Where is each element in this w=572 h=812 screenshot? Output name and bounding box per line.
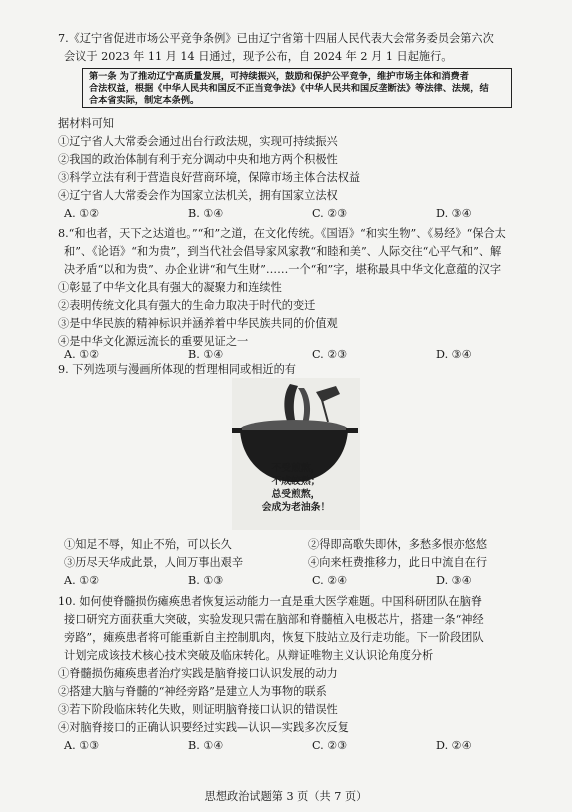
q8-choice-b: B. ①④: [188, 348, 224, 361]
q7-choice-a: A. ①②: [64, 207, 100, 220]
q8-stem-line-1: 8.“和也者，天下之达道也。”“和”之道，在文化传统。《国语》“和实生物”、《易经》“保合太: [58, 227, 506, 240]
q7-option-1: ①辽宁省人大常委会通过出台行政法规，实现可持续振兴: [58, 135, 338, 148]
q7-choice-d: D. ③④: [436, 207, 472, 220]
q9-option-4: ④向来枉费推移力，此日中流自在行: [308, 556, 488, 569]
q10-choice-a: A. ①③: [64, 739, 100, 752]
q7-article-box: [82, 68, 512, 108]
q9-cartoon: [232, 378, 360, 530]
q7-lead: 据材料可知: [58, 117, 114, 130]
q8-choice-a: A. ①②: [64, 348, 100, 361]
q9-choice-c: C. ②④: [312, 574, 348, 587]
q7-box-line-3: 合本省实际，制定本条例。: [89, 95, 200, 107]
q9-choice-a: A. ①②: [64, 574, 100, 587]
q9-option-3: ③历尽天华成此景，人间万事出艰辛: [64, 556, 244, 569]
q10-option-2: ②搭建大脑与脊髓的“神经旁路”是建立人为事物的联系: [58, 685, 327, 698]
q7-stem-line-2: 会议于 2023 年 11 月 14 日通过，现予公布，自 2024 年 2 月 1 日起施行。: [64, 50, 453, 63]
q8-choice-c: C. ②③: [312, 348, 348, 361]
cartoon-caption-3: 总受煎熬，: [271, 489, 321, 500]
q10-option-4: ④对脑脊接口的正确认识要经过实践—认识—实践多次反复: [58, 721, 349, 734]
q7-choice-b: B. ①④: [188, 207, 224, 220]
q10-stem-line-4: 计划完成该技术核心技术突破及临床转化。从辩证唯物主义认识论角度分析: [64, 649, 434, 662]
q7-choice-c: C. ②③: [312, 207, 348, 220]
q8-stem-line-2: 和”、《论语》“和为贵”，到当代社会倡导家风家教“和睦和美”、人际交往“心平气和”、解: [64, 245, 502, 258]
q10-choice-d: D. ②④: [436, 739, 472, 752]
cartoon-caption-4: 会成为老油条！: [261, 502, 331, 513]
q10-option-1: ①脊髓损伤瘫痪患者治疗实践是脑脊接口认识发展的动力: [58, 667, 338, 680]
q7-option-2: ②我国的政治体制有利于充分调动中央和地方两个积极性: [58, 153, 338, 166]
q10-stem-line-3: 旁路”，瘫痪患者将可能重新自主控制肌肉，恢复下肢站立及行走功能。下一阶段团队: [64, 631, 484, 644]
q8-choice-d: D. ③④: [436, 348, 472, 361]
q10-choice-c: C. ②③: [312, 739, 348, 752]
q8-option-3: ③是中华民族的精神标识并涵养着中华民族共同的价值观: [58, 317, 338, 330]
q10-stem-line-1: 10. 如何使脊髓损伤瘫痪患者恢复运动能力一直是重大医学难题。中国科研团队在脑脊: [58, 595, 483, 608]
q7-stem-line-1: 7.《辽宁省促进市场公平竞争条例》已由辽宁省第十四届人民代表大会常务委员会第六次: [58, 32, 494, 45]
q7-box-line-2: 合法权益，根据《中华人民共和国反不正当竞争法》《中华人民共和国反垄断法》等法律、法规，结: [89, 83, 489, 95]
q10-option-3: ③若下阶段临床转化失败，则证明脑脊接口认识的错误性: [58, 703, 338, 716]
q8-option-4: ④是中华文化源远流长的重要见证之一: [58, 335, 249, 348]
q9-choice-b: B. ①③: [188, 574, 224, 587]
cartoon-caption-1: 不受煎熬，: [271, 463, 321, 474]
q7-option-3: ③科学立法有利于营造良好营商环境，保障市场主体合法权益: [58, 171, 361, 184]
q7-option-4: ④辽宁省人大常委会作为国家立法机关，拥有国家立法权: [58, 189, 338, 202]
q9-option-1: ①知足不辱，知止不殆，可以长久: [64, 538, 232, 551]
page-footer: 思想政治试题第 3 页（共 7 页）: [204, 790, 368, 803]
q10-stem-line-2: 接口研究方面获重大突破，实验发现只需在脑部和脊髓植入电极芯片，搭建一条“神经: [64, 613, 484, 626]
q8-stem-line-3: 决矛盾“以和为贵”、办企业讲“和气生财”……一个“和”字，堪称最具中华文化意蕴的汉字: [64, 263, 502, 276]
q8-option-1: ①彰显了中华文化具有强大的凝聚力和连续性: [58, 281, 282, 294]
q8-option-2: ②表明传统文化具有强大的生命力取决于时代的变迁: [58, 299, 316, 312]
q9-choice-d: D. ③④: [436, 574, 472, 587]
q9-option-2: ②得即高歌失即休，多愁多恨亦悠悠: [308, 538, 488, 551]
q9-stem: 9. 下列选项与漫画所体现的哲理相同或相近的有: [58, 363, 296, 376]
q10-choice-b: B. ①④: [188, 739, 224, 752]
cartoon-caption-2: 不成皎熟；: [271, 476, 321, 487]
q7-box-line-1: 第一条 为了推动辽宁高质量发展，可持续振兴，鼓励和保护公平竞争，维护市场主体和消费者: [89, 71, 469, 82]
